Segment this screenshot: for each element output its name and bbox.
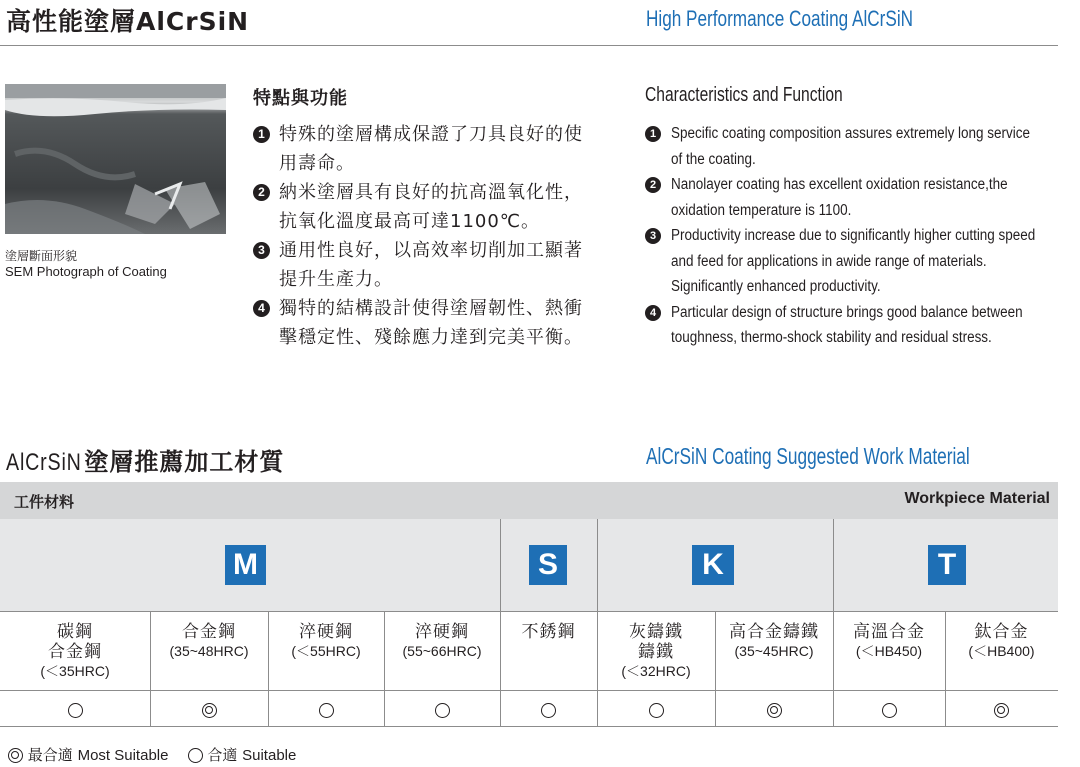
most-suitable-icon (8, 748, 23, 763)
feature-item-cn (253, 236, 625, 294)
feature-line: of the coating. (671, 150, 756, 168)
legend-suitable-en: Suitable (242, 747, 297, 764)
material-column (268, 622, 384, 660)
group-badge-s: S (529, 545, 567, 585)
feature-line: oxidation temperature is 1100. (671, 201, 852, 219)
hardness-range: (＜35HRC) (40, 663, 110, 679)
features-list-en (645, 121, 1080, 351)
material-name: 碳鋼 (57, 622, 93, 642)
hardness-range: (＜32HRC) (621, 663, 691, 679)
hardness-range: (35~45HRC) (734, 643, 814, 659)
material-column (945, 622, 1058, 660)
legend (8, 744, 296, 765)
features-heading-cn: 特點與功能 (253, 88, 348, 109)
feature-line: 用壽命。 (279, 153, 355, 174)
number-4-icon: 4 (645, 305, 661, 321)
feature-line: Nanolayer coating has excellent oxidation resistance,the (671, 176, 1008, 193)
feature-line: 獨特的結構設計使得塗層韌性、熱衝 (279, 298, 583, 319)
feature-line: 抗氧化溫度最高可達1100℃。 (279, 211, 541, 232)
section2-title-latin: AlCrSiN (6, 449, 82, 476)
material-name: 合金鋼 (182, 622, 236, 642)
feature-line: toughness, thermo-shock stability and residual stress. (671, 329, 992, 346)
number-3-icon: 3 (645, 228, 661, 244)
material-column (0, 622, 150, 680)
material-name: 淬硬鋼 (299, 622, 353, 642)
number-2-icon: 2 (253, 184, 270, 201)
section-title-cn: 高性能塗層AlCrSiN (6, 7, 250, 36)
suitable-icon (0, 700, 150, 720)
suitable-icon (597, 700, 715, 720)
number-1-icon: 1 (645, 126, 661, 142)
most-suitable-icon (945, 700, 1058, 720)
legend-most-en: Most Suitable (77, 747, 169, 764)
number-4-icon: 4 (253, 300, 270, 317)
hardness-range: (35~48HRC) (169, 643, 249, 659)
feature-line: Specific coating composition assures extremely long service (671, 125, 1031, 142)
suitable-icon (833, 700, 945, 720)
section-title-en: High Performance Coating AlCrSiN (646, 6, 914, 31)
number-2-icon: 2 (645, 177, 661, 193)
most-suitable-icon (715, 700, 833, 720)
feature-line: Particular design of structure brings good balance between (671, 303, 1023, 321)
suitable-icon (500, 700, 597, 720)
material-column (715, 622, 833, 660)
features-heading-en: Characteristics and Function (645, 84, 843, 106)
most-suitable-icon (150, 700, 268, 720)
material-column (150, 622, 268, 660)
feature-line: 擊穩定性、殘餘應力達到完美平衡。 (279, 327, 583, 348)
table-header-bar (0, 482, 1058, 519)
suitable-icon (384, 700, 500, 720)
hardness-range: (55~66HRC) (402, 643, 482, 659)
material-name: 高合金鑄鐵 (729, 622, 819, 642)
feature-item-en (645, 121, 1080, 172)
section2-title-cn (6, 442, 284, 477)
material-name: 淬硬鋼 (415, 622, 469, 642)
table-divider (0, 690, 1058, 691)
material-column (833, 622, 945, 660)
feature-line: Significantly enhanced productivity. (671, 278, 881, 295)
feature-line: 特殊的塗層構成保證了刀具良好的使 (279, 124, 583, 145)
group-badge-k: K (692, 545, 734, 585)
feature-item-en (645, 300, 1080, 351)
feature-item-cn (253, 178, 625, 236)
photo-caption-en: SEM Photograph of Coating (5, 264, 167, 279)
feature-line: 納米塗層具有良好的抗高溫氧化性， (279, 182, 583, 203)
material-name: 高溫合金 (853, 622, 925, 642)
group-badge-t: T (928, 545, 966, 585)
feature-item-en (645, 223, 1080, 300)
feature-item-en (645, 172, 1080, 223)
material-name: 鑄鐵 (638, 642, 674, 662)
material-column (597, 622, 715, 680)
hardness-range: (＜HB450) (855, 643, 923, 659)
table-divider (0, 611, 1058, 612)
hardness-range: (＜HB400) (968, 643, 1035, 659)
feature-line: 通用性良好，以高效率切削加工顯著 (279, 240, 583, 261)
number-1-icon: 1 (253, 126, 270, 143)
number-3-icon: 3 (253, 242, 270, 259)
group-badge-m: M (225, 545, 266, 585)
feature-line: Productivity increase due to significantly higher cutting speed (671, 227, 1036, 244)
legend-suitable-cn: 合適 (207, 746, 238, 764)
table-divider (0, 726, 1058, 727)
features-list-cn (253, 120, 625, 352)
material-name: 合金鋼 (48, 642, 102, 662)
header-divider (0, 45, 1058, 46)
material-name: 鈦合金 (974, 622, 1029, 642)
feature-line: 提升生產力。 (279, 269, 393, 290)
material-name: 不銹鋼 (521, 622, 576, 642)
feature-item-cn (253, 294, 625, 352)
section2-title-en: AlCrSiN Coating Suggested Work Material (646, 443, 970, 469)
workpiece-label-en: Workpiece Material (904, 490, 1050, 507)
suitable-icon (268, 700, 384, 720)
hardness-range: (＜55HRC) (291, 643, 361, 659)
suitable-icon (188, 748, 203, 763)
workpiece-label-cn: 工件材料 (14, 493, 75, 511)
photo-caption-cn: 塗層斷面形貌 (5, 249, 78, 263)
material-column (500, 622, 597, 642)
material-name: 灰鑄鐵 (629, 622, 683, 642)
feature-line: and feed for applications in awide range of materials. (671, 252, 987, 270)
material-column (384, 622, 500, 660)
legend-most-cn: 最合適 (27, 746, 73, 764)
sem-photograph (5, 84, 226, 234)
section2-title-cn-text: 塗層推薦加工材質 (84, 448, 285, 476)
feature-item-cn (253, 120, 625, 178)
